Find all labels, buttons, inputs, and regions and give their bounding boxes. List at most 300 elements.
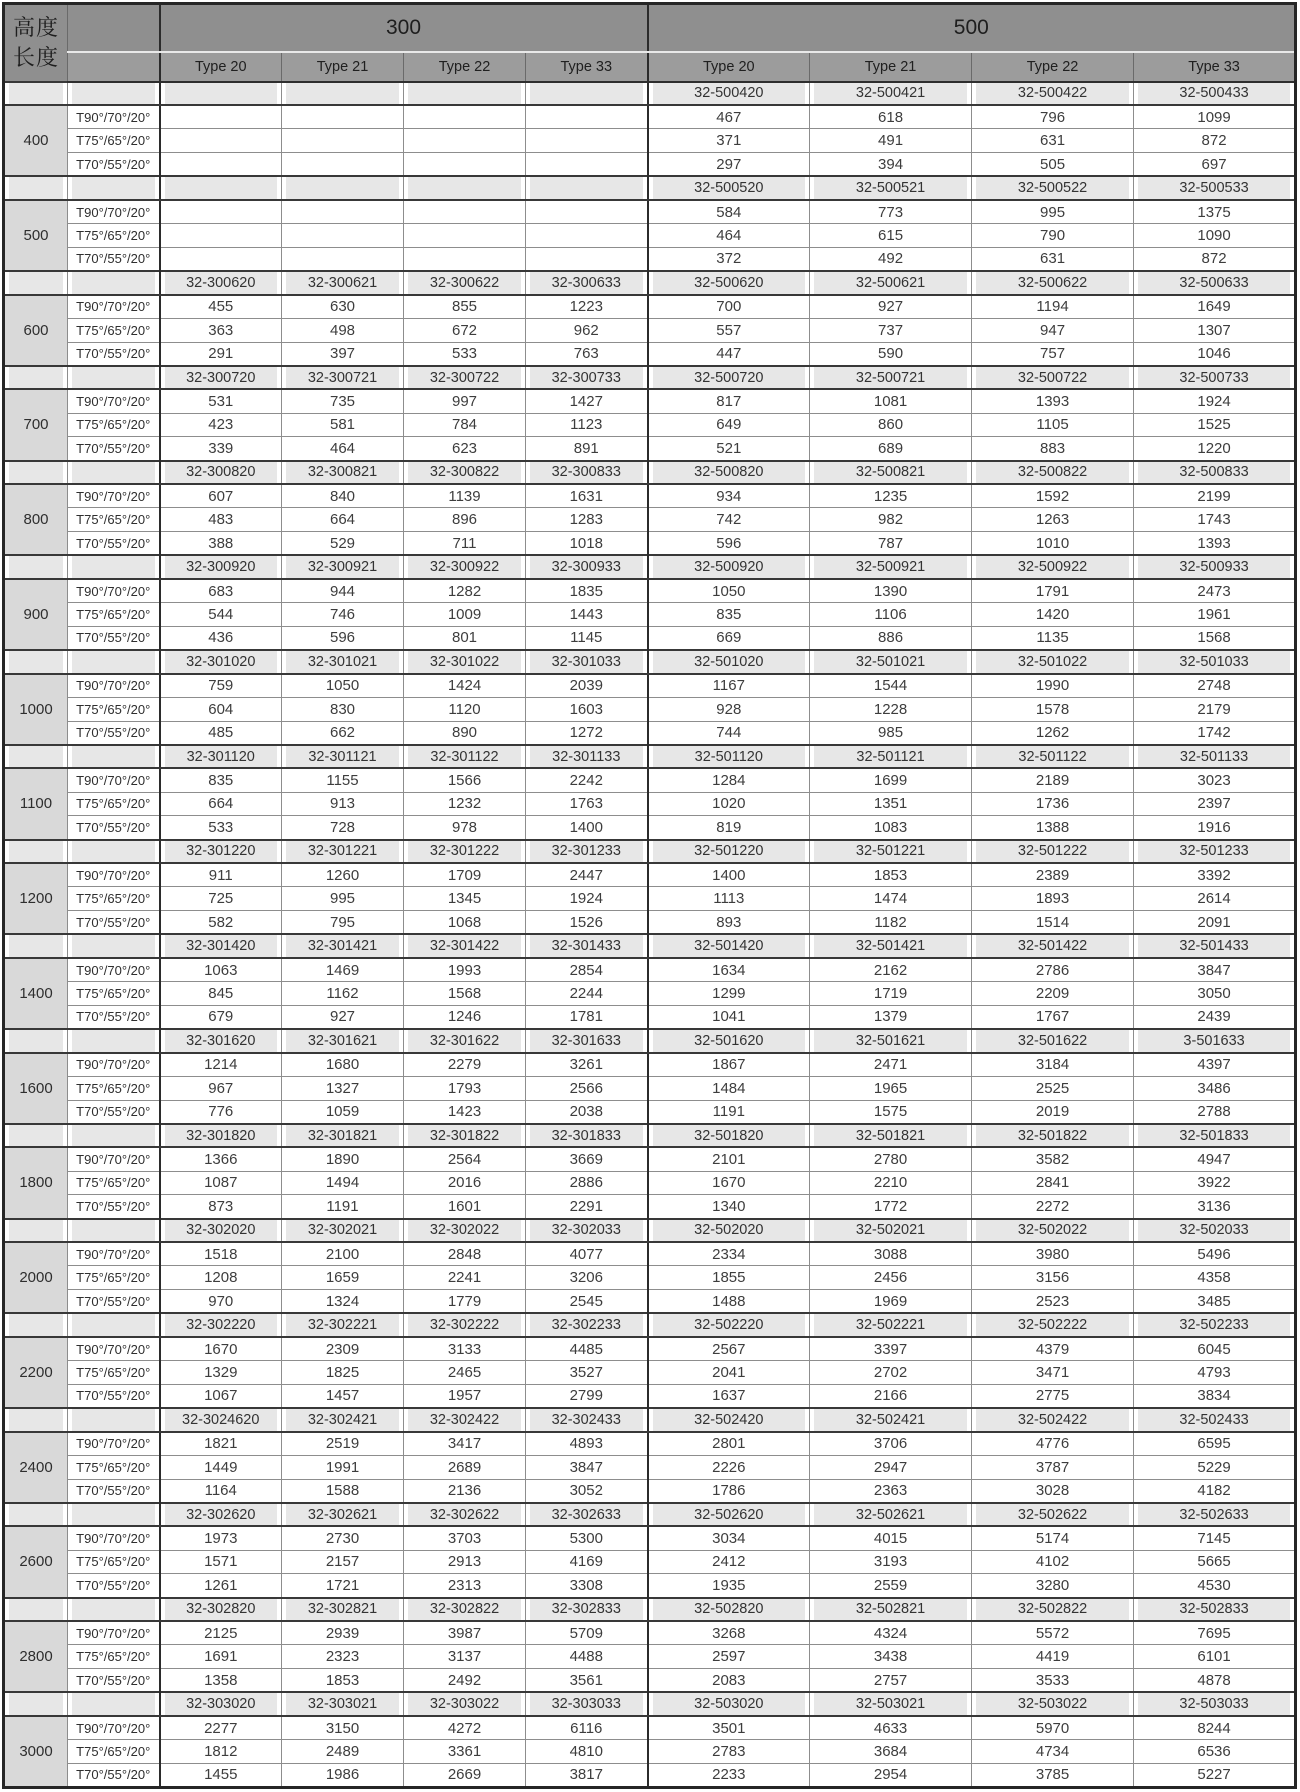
value-cell: 711 <box>404 532 526 556</box>
value-cell: 1260 <box>282 863 404 887</box>
value-cell: 557 <box>648 318 810 342</box>
model-number-cell: 32-300721 <box>282 366 404 390</box>
model-number-cell: 32-501822 <box>972 1124 1134 1148</box>
model-row-length-cell <box>4 1029 68 1053</box>
value-cell: 662 <box>282 721 404 745</box>
value-cell <box>160 247 282 271</box>
temperature-label-cell: T70°/55°/20° <box>68 1763 160 1787</box>
value-cell: 2162 <box>810 958 972 982</box>
value-cell: 5227 <box>1134 1763 1296 1787</box>
value-cell: 2397 <box>1134 792 1296 816</box>
temperature-label-cell: T70°/55°/20° <box>68 532 160 556</box>
value-cell: 1400 <box>648 863 810 887</box>
value-cell: 581 <box>282 413 404 437</box>
value-cell: 997 <box>404 389 526 413</box>
value-cell: 1924 <box>526 887 648 911</box>
data-row <box>4 1669 1296 1693</box>
value-cell: 1571 <box>160 1550 282 1574</box>
value-cell: 2492 <box>404 1669 526 1693</box>
model-number-cell: 32-503033 <box>1134 1692 1296 1716</box>
value-cell: 787 <box>810 532 972 556</box>
temperature-label-cell: T90°/70°/20° <box>68 295 160 319</box>
value-cell: 1763 <box>526 792 648 816</box>
value-cell: 615 <box>810 224 972 248</box>
value-cell: 1924 <box>1134 389 1296 413</box>
model-number-cell <box>160 82 282 106</box>
model-number-cell: 32-301233 <box>526 840 648 864</box>
value-cell: 1488 <box>648 1290 810 1314</box>
data-row <box>4 1384 1296 1408</box>
length-cell: 800 <box>4 484 68 555</box>
model-number-cell: 32-501421 <box>810 934 972 958</box>
value-cell: 1443 <box>526 603 648 627</box>
value-cell: 1139 <box>404 484 526 508</box>
value-cell: 819 <box>648 816 810 840</box>
value-cell: 2566 <box>526 1076 648 1100</box>
value-cell: 2226 <box>648 1455 810 1479</box>
value-cell: 1721 <box>282 1574 404 1598</box>
value-cell: 1105 <box>972 413 1134 437</box>
model-number-cell: 32-502221 <box>810 1313 972 1337</box>
value-cell <box>160 200 282 224</box>
temperature-label-cell: T75°/65°/20° <box>68 603 160 627</box>
model-row-label-cell <box>68 555 160 579</box>
value-cell: 967 <box>160 1076 282 1100</box>
model-number-cell: 32-502222 <box>972 1313 1134 1337</box>
value-cell: 5709 <box>526 1621 648 1645</box>
corner-header-top: 高度 <box>12 15 59 41</box>
value-cell: 2412 <box>648 1550 810 1574</box>
value-cell: 830 <box>282 697 404 721</box>
value-cell: 4734 <box>972 1740 1134 1764</box>
data-row <box>4 958 1296 982</box>
temperature-label-cell: T70°/55°/20° <box>68 1574 160 1598</box>
value-cell: 697 <box>1134 153 1296 177</box>
value-cell: 4397 <box>1134 1053 1296 1077</box>
value-cell: 1578 <box>972 697 1134 721</box>
model-number-cell: 32-502822 <box>972 1598 1134 1622</box>
value-cell: 1469 <box>282 958 404 982</box>
value-cell: 2848 <box>404 1242 526 1266</box>
model-number-cell: 32-501022 <box>972 650 1134 674</box>
model-number-cell: 32-501033 <box>1134 650 1296 674</box>
model-row-label-cell <box>68 1692 160 1716</box>
value-cell: 2913 <box>404 1550 526 1574</box>
value-cell: 1494 <box>282 1171 404 1195</box>
value-cell: 3133 <box>404 1337 526 1361</box>
value-cell: 3582 <box>972 1147 1134 1171</box>
value-cell: 776 <box>160 1100 282 1124</box>
value-cell: 1793 <box>404 1076 526 1100</box>
value-cell: 664 <box>282 508 404 532</box>
data-row <box>4 1763 1296 1787</box>
model-row-length-cell <box>4 82 68 106</box>
value-cell: 886 <box>810 626 972 650</box>
value-cell <box>282 129 404 153</box>
value-cell: 1812 <box>160 1740 282 1764</box>
type-header-300-33: Type 33 <box>526 52 648 82</box>
value-cell: 5970 <box>972 1716 1134 1740</box>
value-cell: 2334 <box>648 1242 810 1266</box>
value-cell: 2389 <box>972 863 1134 887</box>
value-cell: 3703 <box>404 1526 526 1550</box>
model-number-row <box>4 1408 1296 1432</box>
value-cell: 1164 <box>160 1479 282 1503</box>
value-cell <box>282 224 404 248</box>
value-cell: 1781 <box>526 1005 648 1029</box>
value-cell: 3501 <box>648 1716 810 1740</box>
data-row <box>4 1171 1296 1195</box>
value-cell: 3392 <box>1134 863 1296 887</box>
value-cell: 533 <box>404 342 526 366</box>
data-row <box>4 674 1296 698</box>
value-cell: 521 <box>648 437 810 461</box>
value-cell: 2091 <box>1134 911 1296 935</box>
data-row <box>4 484 1296 508</box>
value-cell: 4488 <box>526 1645 648 1669</box>
value-cell: 1969 <box>810 1290 972 1314</box>
value-cell: 872 <box>1134 129 1296 153</box>
type-header-500-20: Type 20 <box>648 52 810 82</box>
model-number-cell <box>282 82 404 106</box>
value-cell: 995 <box>282 887 404 911</box>
value-cell: 773 <box>810 200 972 224</box>
value-cell: 728 <box>282 816 404 840</box>
value-cell: 1262 <box>972 721 1134 745</box>
model-row-length-cell <box>4 1503 68 1527</box>
model-number-cell: 32-302020 <box>160 1219 282 1243</box>
model-number-cell: 32-502621 <box>810 1503 972 1527</box>
data-row <box>4 413 1296 437</box>
model-number-row <box>4 1692 1296 1716</box>
value-cell: 4893 <box>526 1432 648 1456</box>
data-row <box>4 721 1296 745</box>
data-row <box>4 626 1296 650</box>
value-cell: 3817 <box>526 1763 648 1787</box>
value-cell: 4633 <box>810 1716 972 1740</box>
data-row <box>4 1479 1296 1503</box>
value-cell: 2166 <box>810 1384 972 1408</box>
value-cell <box>282 200 404 224</box>
value-cell: 544 <box>160 603 282 627</box>
model-row-length-cell <box>4 1124 68 1148</box>
temperature-label-cell: T70°/55°/20° <box>68 1479 160 1503</box>
value-cell: 1568 <box>1134 626 1296 650</box>
value-cell: 2939 <box>282 1621 404 1645</box>
value-cell: 596 <box>282 626 404 650</box>
model-number-cell: 32-500621 <box>810 271 972 295</box>
value-cell: 1272 <box>526 721 648 745</box>
model-row-length-cell <box>4 1598 68 1622</box>
data-row <box>4 224 1296 248</box>
value-cell: 436 <box>160 626 282 650</box>
value-cell: 913 <box>282 792 404 816</box>
value-cell: 1518 <box>160 1242 282 1266</box>
value-cell: 2519 <box>282 1432 404 1456</box>
temperature-label-cell: T90°/70°/20° <box>68 1432 160 1456</box>
model-number-row <box>4 650 1296 674</box>
value-cell: 2545 <box>526 1290 648 1314</box>
value-cell: 947 <box>972 318 1134 342</box>
model-number-cell: 32-301020 <box>160 650 282 674</box>
model-number-cell: 32-301121 <box>282 745 404 769</box>
model-number-cell: 32-501833 <box>1134 1124 1296 1148</box>
model-number-cell: 32-501221 <box>810 840 972 864</box>
value-cell: 3471 <box>972 1361 1134 1385</box>
value-cell: 1113 <box>648 887 810 911</box>
model-number-cell: 32-300933 <box>526 555 648 579</box>
value-cell: 742 <box>648 508 810 532</box>
temperature-label-cell: T90°/70°/20° <box>68 389 160 413</box>
model-number-row <box>4 1598 1296 1622</box>
model-number-cell: 32-300722 <box>404 366 526 390</box>
value-cell: 801 <box>404 626 526 650</box>
temperature-label-cell: T90°/70°/20° <box>68 579 160 603</box>
value-cell: 371 <box>648 129 810 153</box>
value-cell <box>404 105 526 129</box>
value-cell <box>404 200 526 224</box>
temperature-label-cell: T75°/65°/20° <box>68 887 160 911</box>
value-cell: 3156 <box>972 1266 1134 1290</box>
value-cell: 2886 <box>526 1171 648 1195</box>
value-cell: 455 <box>160 295 282 319</box>
model-number-cell: 32-301822 <box>404 1124 526 1148</box>
length-cell: 1800 <box>4 1147 68 1218</box>
value-cell: 1162 <box>282 982 404 1006</box>
value-cell: 1424 <box>404 674 526 698</box>
model-number-cell: 32-500921 <box>810 555 972 579</box>
value-cell: 790 <box>972 224 1134 248</box>
data-row <box>4 508 1296 532</box>
value-cell: 2125 <box>160 1621 282 1645</box>
model-number-cell: 32-303033 <box>526 1692 648 1716</box>
model-row-label-cell <box>68 1408 160 1432</box>
value-cell: 784 <box>404 413 526 437</box>
value-cell: 1835 <box>526 579 648 603</box>
length-cell: 400 <box>4 105 68 176</box>
value-cell: 2788 <box>1134 1100 1296 1124</box>
value-cell: 683 <box>160 579 282 603</box>
value-cell: 291 <box>160 342 282 366</box>
value-cell <box>160 153 282 177</box>
model-number-cell: 32-503020 <box>648 1692 810 1716</box>
model-number-cell: 32-303021 <box>282 1692 404 1716</box>
temperature-label-cell: T75°/65°/20° <box>68 413 160 437</box>
value-cell: 5572 <box>972 1621 1134 1645</box>
value-cell: 1791 <box>972 579 1134 603</box>
length-cell: 1600 <box>4 1053 68 1124</box>
value-cell: 1699 <box>810 768 972 792</box>
data-row <box>4 1195 1296 1219</box>
temperature-label-cell: T75°/65°/20° <box>68 224 160 248</box>
value-cell: 4485 <box>526 1337 648 1361</box>
model-number-cell: 32-300620 <box>160 271 282 295</box>
value-cell: 835 <box>648 603 810 627</box>
type-header-300-20: Type 20 <box>160 52 282 82</box>
model-number-cell: 32-502021 <box>810 1219 972 1243</box>
value-cell: 1351 <box>810 792 972 816</box>
value-cell: 3052 <box>526 1479 648 1503</box>
data-row <box>4 1645 1296 1669</box>
value-cell: 4358 <box>1134 1266 1296 1290</box>
value-cell: 5496 <box>1134 1242 1296 1266</box>
value-cell <box>282 153 404 177</box>
data-row <box>4 200 1296 224</box>
value-cell: 3533 <box>972 1669 1134 1693</box>
data-row <box>4 437 1296 461</box>
model-number-cell: 32-301221 <box>282 840 404 864</box>
type-header-500-33: Type 33 <box>1134 52 1296 82</box>
data-row <box>4 532 1296 556</box>
value-cell: 928 <box>648 697 810 721</box>
model-number-cell: 32-301220 <box>160 840 282 864</box>
model-number-row <box>4 840 1296 864</box>
value-cell: 1010 <box>972 532 1134 556</box>
data-row <box>4 318 1296 342</box>
value-cell: 1855 <box>648 1266 810 1290</box>
model-row-label-cell <box>68 176 160 200</box>
model-number-row <box>4 461 1296 485</box>
model-row-label-cell <box>68 1503 160 1527</box>
temperature-label-cell: T75°/65°/20° <box>68 508 160 532</box>
value-cell: 2702 <box>810 1361 972 1385</box>
value-cell: 529 <box>282 532 404 556</box>
temperature-label-cell: T75°/65°/20° <box>68 697 160 721</box>
value-cell: 1691 <box>160 1645 282 1669</box>
value-cell: 2841 <box>972 1171 1134 1195</box>
model-number-cell: 32-502233 <box>1134 1313 1296 1337</box>
value-cell: 1182 <box>810 911 972 935</box>
model-number-cell: 32-302620 <box>160 1503 282 1527</box>
model-number-cell: 32-302820 <box>160 1598 282 1622</box>
value-cell: 1375 <box>1134 200 1296 224</box>
value-cell: 6101 <box>1134 1645 1296 1669</box>
model-number-cell: 32-301621 <box>282 1029 404 1053</box>
value-cell: 1345 <box>404 887 526 911</box>
model-number-cell: 32-302633 <box>526 1503 648 1527</box>
data-row <box>4 1526 1296 1550</box>
value-cell: 1659 <box>282 1266 404 1290</box>
value-cell: 339 <box>160 437 282 461</box>
value-cell <box>404 129 526 153</box>
value-cell: 1282 <box>404 579 526 603</box>
model-number-cell: 32-300820 <box>160 461 282 485</box>
model-number-cell <box>282 176 404 200</box>
value-cell: 757 <box>972 342 1134 366</box>
temperature-label-cell: T90°/70°/20° <box>68 958 160 982</box>
value-cell: 1457 <box>282 1384 404 1408</box>
type-header-300-22: Type 22 <box>404 52 526 82</box>
model-number-cell: 32-501121 <box>810 745 972 769</box>
model-number-cell <box>404 176 526 200</box>
value-cell: 533 <box>160 816 282 840</box>
value-cell: 1637 <box>648 1384 810 1408</box>
model-row-label-cell <box>68 1219 160 1243</box>
model-number-cell: 32-502820 <box>648 1598 810 1622</box>
value-cell: 2780 <box>810 1147 972 1171</box>
value-cell: 3561 <box>526 1669 648 1693</box>
value-cell: 6536 <box>1134 1740 1296 1764</box>
model-number-cell: 32-500622 <box>972 271 1134 295</box>
value-cell: 1484 <box>648 1076 810 1100</box>
value-cell: 582 <box>160 911 282 935</box>
value-cell: 2597 <box>648 1645 810 1669</box>
temperature-label-cell: T90°/70°/20° <box>68 200 160 224</box>
value-cell: 584 <box>648 200 810 224</box>
temperature-label-cell: T75°/65°/20° <box>68 129 160 153</box>
value-cell: 855 <box>404 295 526 319</box>
value-cell: 962 <box>526 318 648 342</box>
value-cell: 4810 <box>526 1740 648 1764</box>
model-number-cell: 32-501222 <box>972 840 1134 864</box>
model-number-cell: 32-301633 <box>526 1029 648 1053</box>
temperature-label-cell: T90°/70°/20° <box>68 1716 160 1740</box>
value-cell: 4182 <box>1134 1479 1296 1503</box>
value-cell: 2564 <box>404 1147 526 1171</box>
model-row-length-cell <box>4 650 68 674</box>
model-number-cell: 32-302821 <box>282 1598 404 1622</box>
model-row-label-cell <box>68 82 160 106</box>
value-cell: 1742 <box>1134 721 1296 745</box>
value-cell: 1167 <box>648 674 810 698</box>
model-number-row <box>4 176 1296 200</box>
model-number-cell: 32-500833 <box>1134 461 1296 485</box>
model-number-cell: 32-301420 <box>160 934 282 958</box>
value-cell: 4015 <box>810 1526 972 1550</box>
value-cell: 3088 <box>810 1242 972 1266</box>
value-cell: 3417 <box>404 1432 526 1456</box>
model-number-cell: 32-502033 <box>1134 1219 1296 1243</box>
value-cell <box>160 129 282 153</box>
model-number-cell: 32-300822 <box>404 461 526 485</box>
model-row-label-cell <box>68 1029 160 1053</box>
length-cell: 600 <box>4 295 68 366</box>
data-row <box>4 1290 1296 1314</box>
model-row-label-cell <box>68 1313 160 1337</box>
value-cell: 2041 <box>648 1361 810 1385</box>
model-number-cell: 32-502821 <box>810 1598 972 1622</box>
value-cell: 649 <box>648 413 810 437</box>
data-row <box>4 247 1296 271</box>
value-cell: 2279 <box>404 1053 526 1077</box>
data-row <box>4 1432 1296 1456</box>
model-row-label-cell <box>68 1124 160 1148</box>
value-cell: 1853 <box>282 1669 404 1693</box>
value-cell: 3137 <box>404 1645 526 1669</box>
value-cell: 4169 <box>526 1550 648 1574</box>
model-number-cell: 32-501433 <box>1134 934 1296 958</box>
model-number-cell: 32-501420 <box>648 934 810 958</box>
value-cell: 1893 <box>972 887 1134 911</box>
value-cell: 1329 <box>160 1361 282 1385</box>
value-cell: 970 <box>160 1290 282 1314</box>
value-cell: 1106 <box>810 603 972 627</box>
value-cell: 2233 <box>648 1763 810 1787</box>
value-cell: 3485 <box>1134 1290 1296 1314</box>
value-cell: 2309 <box>282 1337 404 1361</box>
model-number-cell <box>526 82 648 106</box>
model-number-cell: 32-301022 <box>404 650 526 674</box>
data-row <box>4 389 1296 413</box>
value-cell: 1087 <box>160 1171 282 1195</box>
value-cell: 2439 <box>1134 1005 1296 1029</box>
value-cell: 1935 <box>648 1574 810 1598</box>
model-row-length-cell <box>4 461 68 485</box>
model-number-row <box>4 745 1296 769</box>
value-cell: 1634 <box>648 958 810 982</box>
model-row-length-cell <box>4 1313 68 1337</box>
model-number-cell: 32-302422 <box>404 1408 526 1432</box>
